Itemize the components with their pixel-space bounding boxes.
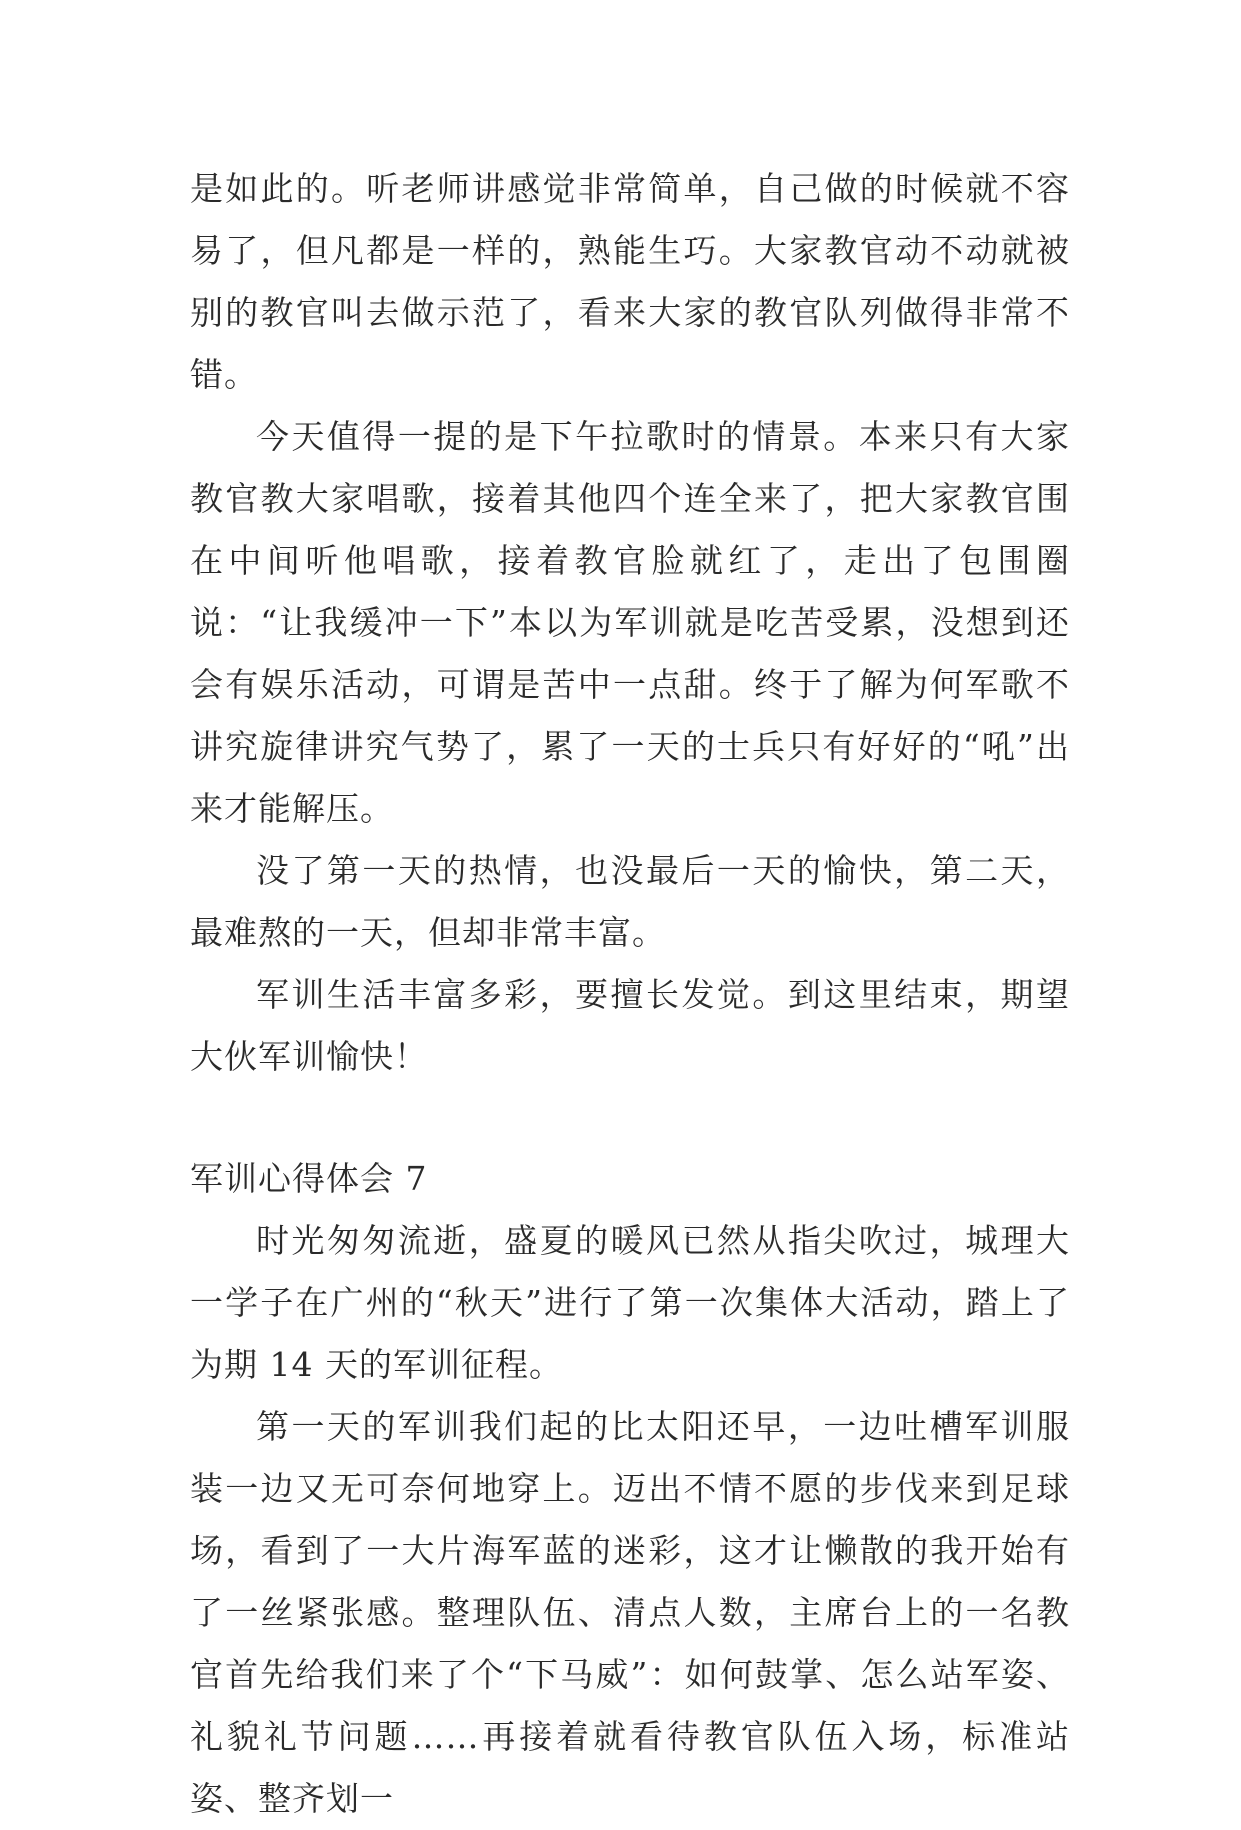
paragraph-first-day: 第一天的军训我们起的比太阳还早，一边吐槽军训服装一边又无可奈何地穿上。迈出不情不愿的步伐来到足球场，看到了一大片海军蓝的迷彩，这才让懒散的我开始有了一丝紧张感。整理队伍、清点人数，主席台上的一名教官首先给我们来了个“下马威”：如何鼓掌、怎么站军姿、礼貌礼节问题……再接着就看待教官队伍入场，标准站姿、整齐划一 xyxy=(190,1407,1070,1818)
paragraph-singing: 今天值得一提的是下午拉歌时的情景。本来只有大家教官教大家唱歌，接着其他四个连全来了，把大家教官围在中间听他唱歌，接着教官脸就红了，走出了包围圈说：“让我缓冲一下”本以为军训就是吃苦受累，没想到还会有娱乐活动，可谓是苦中一点甜。终于了解为何军歌不讲究旋律讲究气势了，累了一天的士兵只有好好的“吼”出来才能解压。 xyxy=(190,417,1070,828)
paragraph-continued: 是如此的。听老师讲感觉非常简单，自己做的时候就不容易了，但凡都是一样的，熟能生巧。大家教官动不动就被别的教官叫去做示范了，看来大家的教官队列做得非常不错。 xyxy=(190,169,1070,394)
paragraph-closing: 军训生活丰富多彩，要擅长发觉。到这里结束，期望大伙军训愉快！ xyxy=(190,975,1070,1076)
paragraph-second-day: 没了第一天的热情，也没最后一天的愉快，第二天，最难熬的一天，但却非常丰富。 xyxy=(190,851,1070,952)
document-body xyxy=(190,158,1070,1830)
paragraph-intro: 时光匆匆流逝，盛夏的暖风已然从指尖吹过，城理大一学子在广州的“秋天”进行了第一次集体大活动，踏上了为期 14 天的军训征程。 xyxy=(190,1221,1070,1384)
section-heading: 军训心得体会 7 xyxy=(190,1159,428,1198)
